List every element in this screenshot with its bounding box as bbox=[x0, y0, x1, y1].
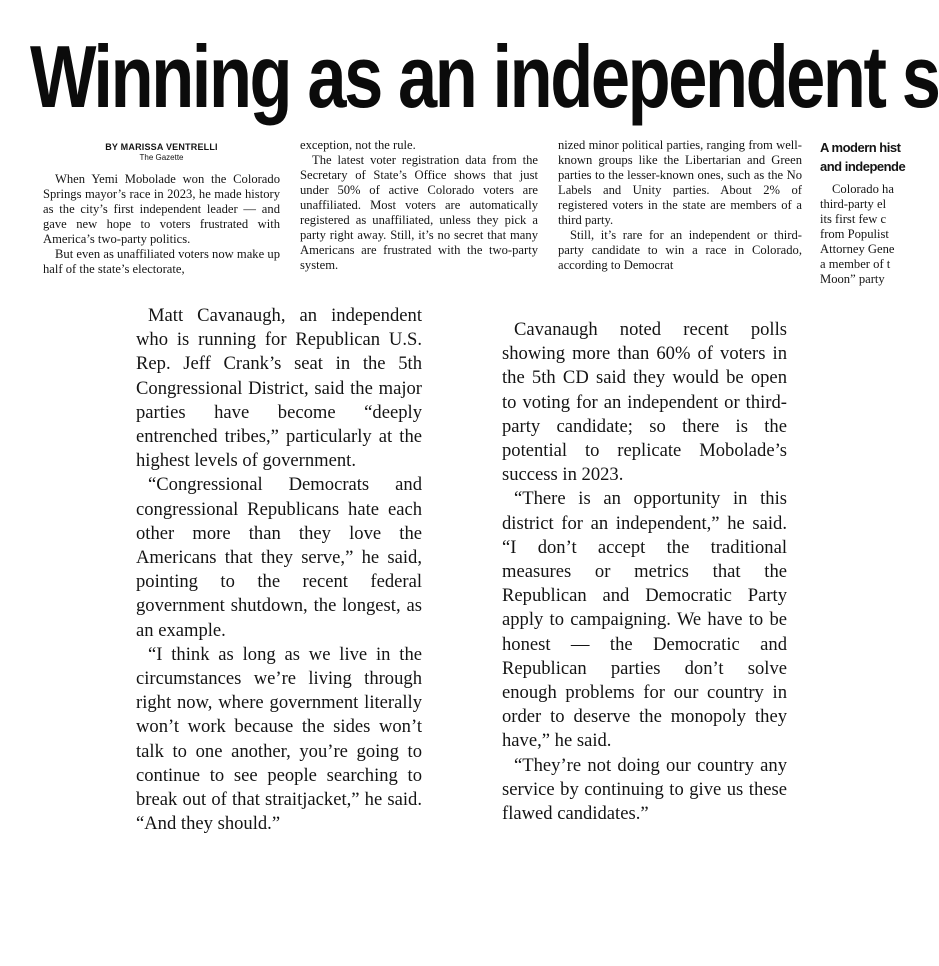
paragraph: nized minor political parties, ranging from well-known groups like the Libertarian and Green parties to the lesser-known ones, such as the No Labels and Unity parties. About 2% of registered voters in the state are members of a third party. bbox=[558, 138, 802, 227]
excerpt-column-right bbox=[502, 300, 787, 826]
paragraph: Matt Cavanaugh, an independent who is running for Republican U.S. Rep. Jeff Crank’s seat in the 5th Congressional District, said the major parties have become “deeply entrenched tribes,” particularly at the highest levels of government. bbox=[136, 305, 422, 472]
article-column-2 bbox=[300, 138, 538, 306]
headline: Winning as an independent s bbox=[30, 27, 939, 126]
sidebar-line: a member of t bbox=[820, 257, 891, 271]
paragraph: “Congressional Democrats and congressional Republicans hate each other more than they love the Americans that they serve,” he said, pointing to the recent federal government shutdown, the longest, as an example. bbox=[136, 474, 422, 641]
sidebar-title bbox=[820, 138, 926, 176]
byline-source: The Gazette bbox=[139, 153, 184, 162]
sidebar-line: third-party el bbox=[820, 197, 887, 211]
paragraph: “I think as long as we live in the circumstances we’re living through right now, where government literally won’t work because the sides won’t talk to one another, you’re going to continue to see people searching to break out of that straitjacket,” he said. “And they should.” bbox=[136, 643, 422, 835]
paragraph: “There is an opportunity in this district for an independent,” he said. “I don’t accept the traditional measures or metrics that the Republican and Democratic Party apply to campaigning. We have to be honest — the Democratic and Republican parties don’t solve enough problems for our country in order to deserve the monopoly they have,” he said. bbox=[502, 488, 787, 752]
sidebar-line: Moon” party bbox=[820, 272, 885, 286]
article-column-1 bbox=[43, 138, 280, 306]
excerpt-column-left bbox=[136, 300, 422, 836]
paragraph: When Yemi Mobolade won the Colorado Springs mayor’s race in 2023, he made history as the city’s first independent leader — and gave new hope to voters frustrated with America’s two-party politics. bbox=[43, 172, 280, 246]
paragraph: Cavanaugh noted recent polls showing more than 60% of voters in the 5th CD said they would be open to voting for an independent or third-party candidate; so there is the potential to replicate Mobolade’s success in 2023. bbox=[502, 319, 787, 486]
sidebar-line: its first few c bbox=[820, 212, 887, 226]
paragraph: exception, not the rule. bbox=[300, 138, 416, 152]
paragraph: But even as unaffiliated voters now make up half of the state’s electorate, bbox=[43, 247, 280, 276]
paragraph: “They’re not doing our country any service by continuing to give us these flawed candidates.” bbox=[502, 754, 787, 825]
sidebar-title-line: and independe bbox=[820, 159, 906, 174]
paragraph: Still, it’s rare for an independent or third-party candidate to win a race in Colorado, according to Democrat bbox=[558, 228, 802, 272]
sidebar-column bbox=[820, 138, 926, 306]
sidebar-line: Colorado ha bbox=[832, 182, 894, 196]
byline: BY MARISSA VENTRELLI bbox=[105, 142, 218, 152]
sidebar-line: from Populist bbox=[820, 227, 889, 241]
article-column-3 bbox=[558, 138, 802, 306]
sidebar-title-line: A modern hist bbox=[820, 140, 901, 155]
zoomed-article-excerpt bbox=[112, 300, 798, 966]
sidebar-line: Attorney Gene bbox=[820, 242, 895, 256]
paragraph: The latest voter registration data from the Secretary of State’s Office shows that just under 50% of active Colorado voters are unaffiliated. Most voters are automatically registered as unaffiliated, unless they pick a party right away. Still, it’s no secret that many Americans are frustrated with the two-party system. bbox=[300, 153, 538, 272]
